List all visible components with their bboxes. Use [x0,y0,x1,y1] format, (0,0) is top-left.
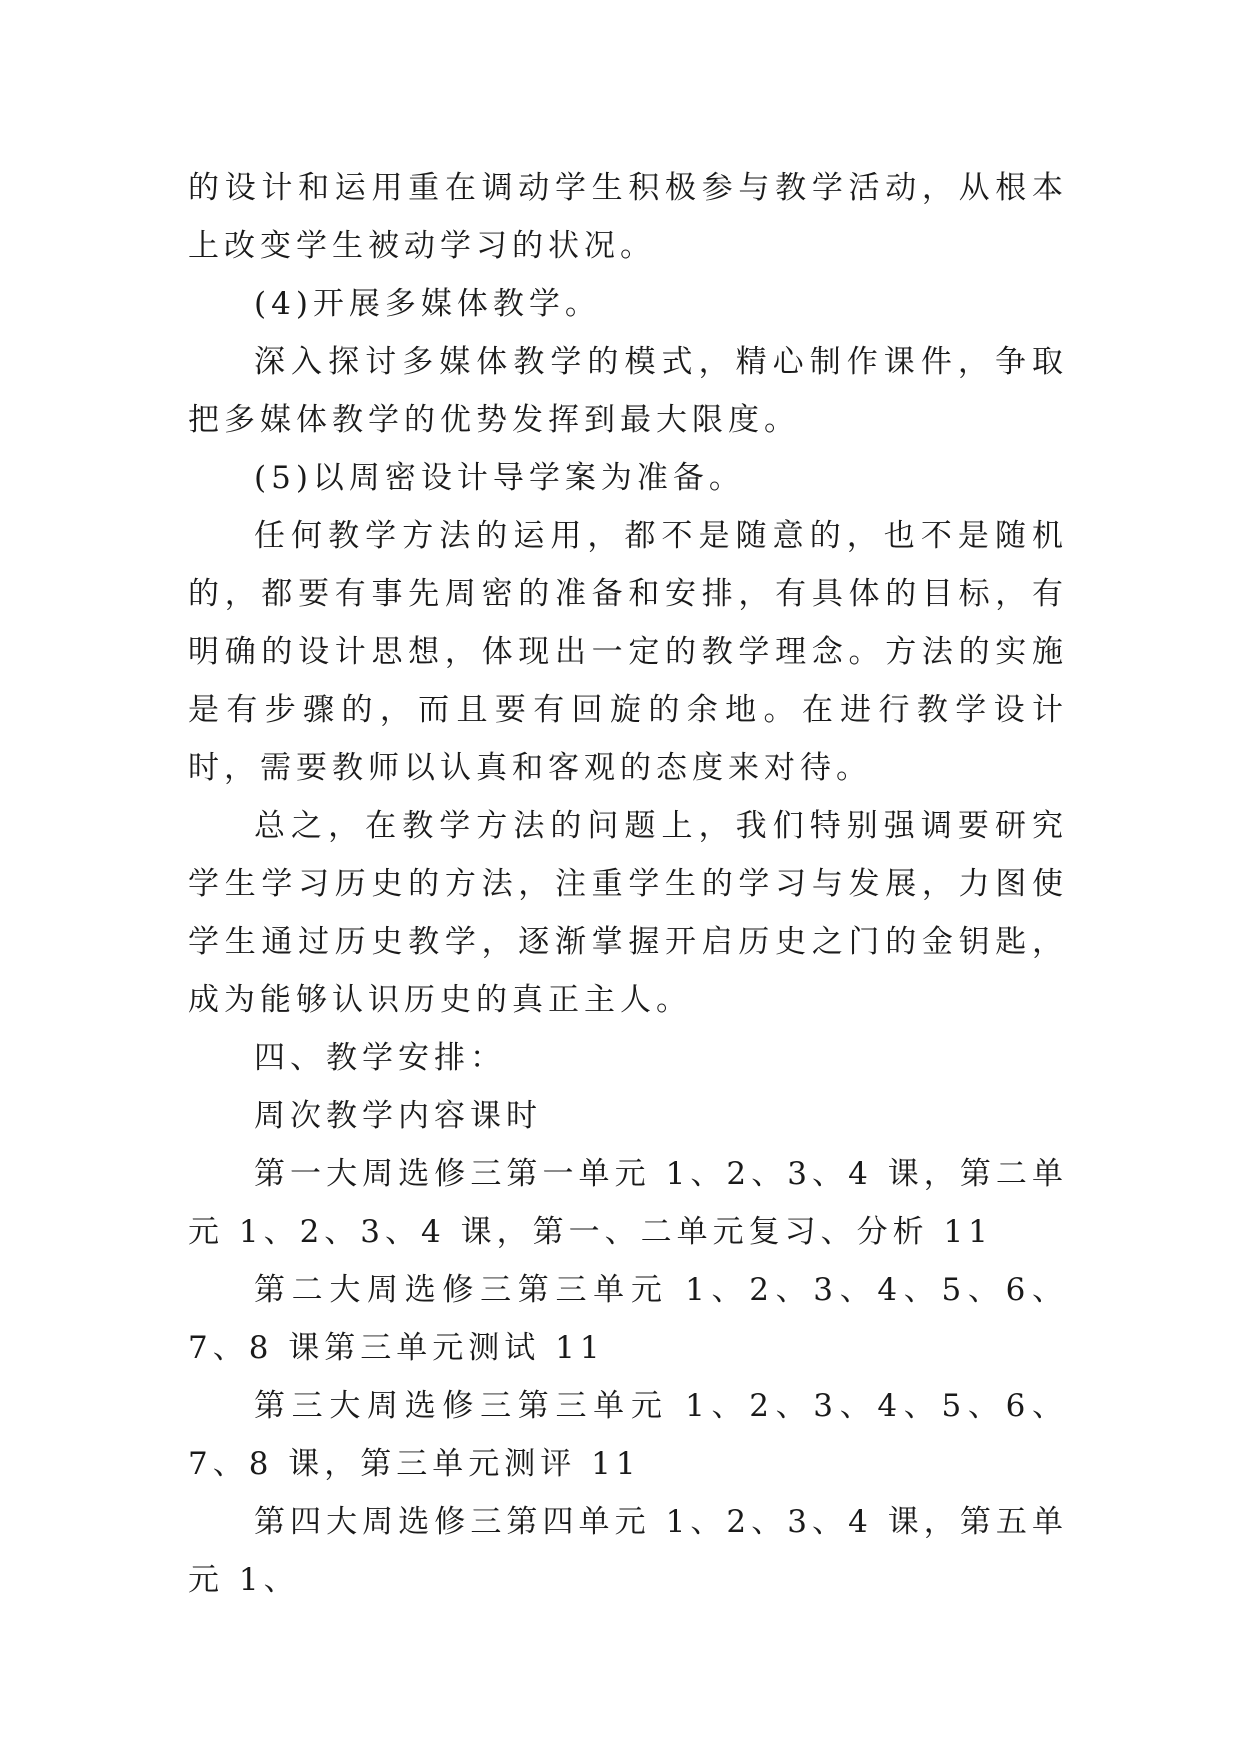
schedule-week-1: 第一大周选修三第一单元 1、2、3、4 课，第二单元 1、2、3、4 课，第一、二单元复习、分析 11 [188,1156,1068,1250]
paragraph-2: (4)开展多媒体教学。 [254,286,601,322]
document-body [188,159,1068,1609]
schedule-week-3: 第三大周选修三第三单元 1、2、3、4、5、6、7、8 课，第三单元测评 11 [188,1388,1068,1482]
schedule-header: 周次教学内容课时 [254,1098,542,1134]
paragraph-5: 任何教学方法的运用，都不是随意的，也不是随机的，都要有事先周密的准备和安排，有具体的目标，有明确的设计思想，体现出一定的教学理念。方法的实施是有步骤的，而且要有回旋的余地。在进行教学设计时，需要教师以认真和客观的态度来对待。 [188,518,1068,786]
section-heading-teaching-schedule: 四、教学安排： [254,1040,506,1076]
paragraph-1: 的设计和运用重在调动学生积极参与教学活动，从根本上改变学生被动学习的状况。 [188,170,1068,264]
schedule-week-4: 第四大周选修三第四单元 1、2、3、4 课，第五单元 1、 [188,1504,1068,1598]
paragraph-6: 总之，在教学方法的问题上，我们特别强调要研究学生学习历史的方法，注重学生的学习与发展，力图使学生通过历史教学，逐渐掌握开启历史之门的金钥匙，成为能够认识历史的真正主人。 [188,808,1068,1018]
paragraph-4: (5)以周密设计导学案为准备。 [254,460,745,496]
schedule-week-2: 第二大周选修三第三单元 1、2、3、4、5、6、7、8 课第三单元测试 11 [188,1272,1068,1366]
paragraph-3: 深入探讨多媒体教学的模式，精心制作课件，争取把多媒体教学的优势发挥到最大限度。 [188,344,1068,438]
